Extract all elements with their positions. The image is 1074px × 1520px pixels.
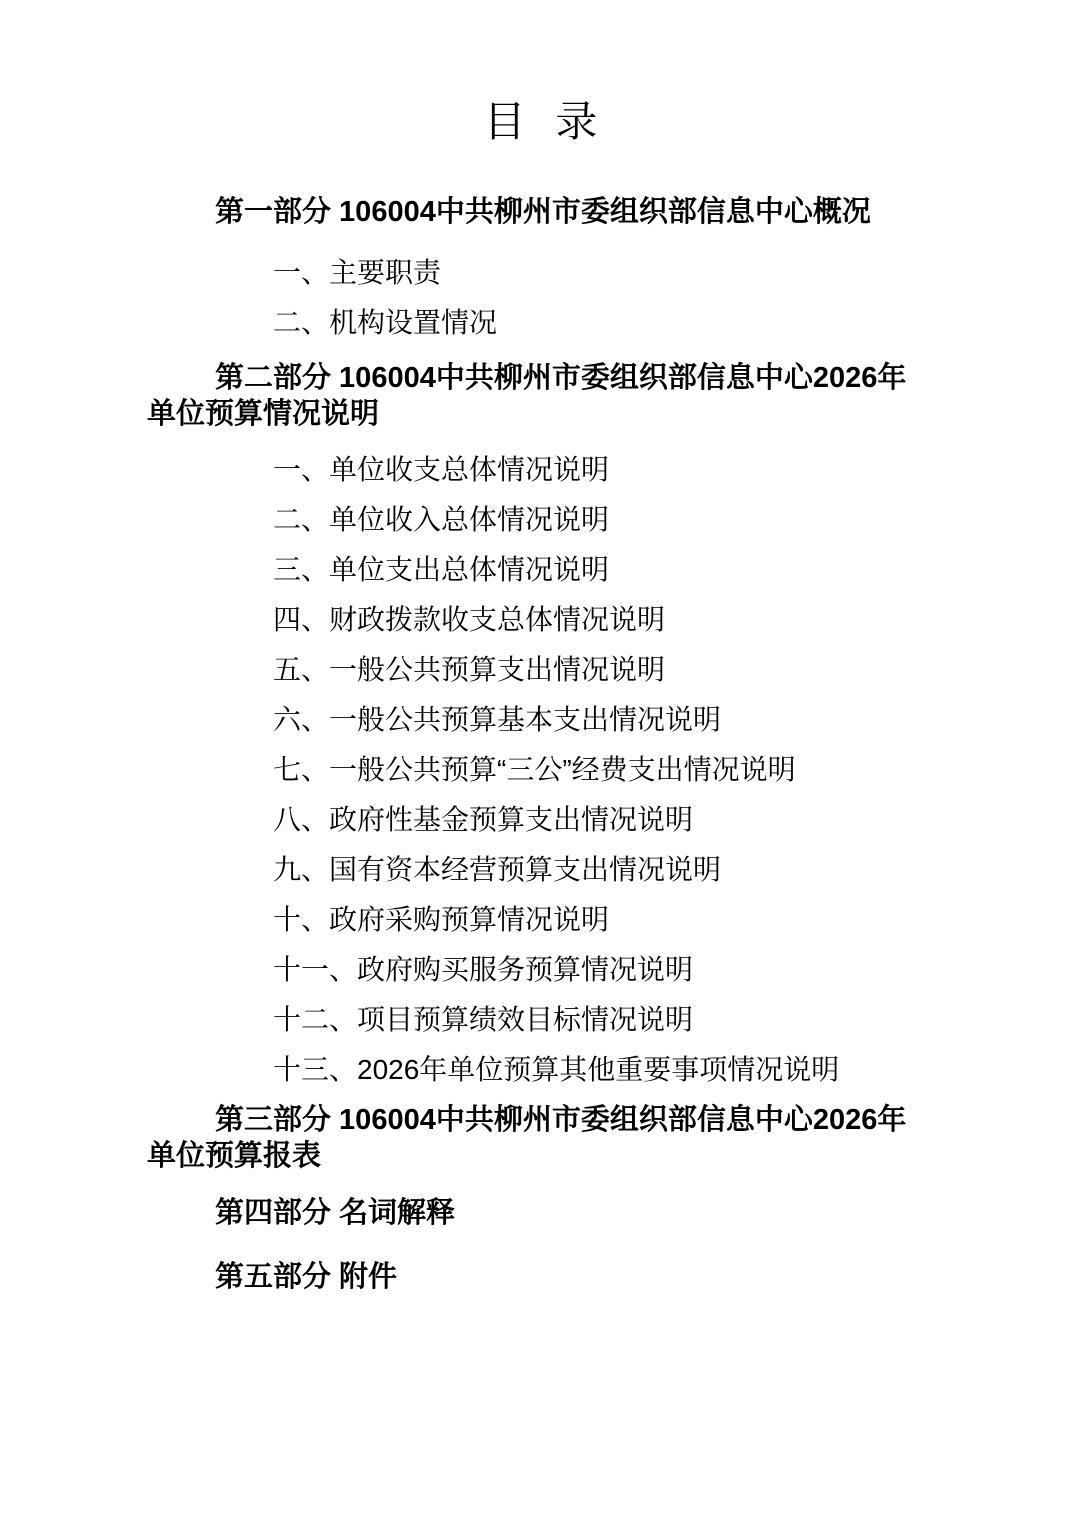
- part-4-heading: 第四部分 名词解释: [215, 1197, 456, 1229]
- part-3-heading: 第三部分 106004中共柳州市委组织部信息中心2026年单位预算报表: [147, 1104, 907, 1172]
- page-title: 目 录: [483, 98, 598, 145]
- toc-item-2-4: 四、财政拨款收支总体情况说明: [273, 604, 666, 635]
- toc-item-2-11: 十一、政府购买服务预算情况说明: [273, 954, 694, 985]
- toc-item-1-2: 二、机构设置情况: [273, 307, 498, 338]
- part-1-items: [147, 248, 934, 348]
- toc-item-1-1: 一、主要职责: [273, 257, 442, 288]
- toc-item-2-8: 八、政府性基金预算支出情况说明: [273, 804, 694, 835]
- part-5-heading: 第五部分 附件: [215, 1261, 398, 1293]
- part-2-items: [147, 445, 934, 1095]
- toc-item-2-7: 七、一般公共预算“三公”经费支出情况说明: [273, 754, 796, 785]
- toc-item-2-13: 十三、2026年单位预算其他重要事项情况说明: [273, 1054, 840, 1085]
- toc-item-2-6: 六、一般公共预算基本支出情况说明: [273, 704, 722, 735]
- toc-item-2-2: 二、单位收入总体情况说明: [273, 504, 610, 535]
- toc-item-2-5: 五、一般公共预算支出情况说明: [273, 654, 666, 685]
- part-1-heading: 第一部分 106004中共柳州市委组织部信息中心概况: [215, 196, 871, 228]
- part-2-heading: 第二部分 106004中共柳州市委组织部信息中心2026年单位预算情况说明: [147, 362, 907, 430]
- toc-item-2-1: 一、单位收支总体情况说明: [273, 454, 610, 485]
- toc-item-2-3: 三、单位支出总体情况说明: [273, 554, 610, 585]
- toc-item-2-12: 十二、项目预算绩效目标情况说明: [273, 1004, 694, 1035]
- toc-item-2-9: 九、国有资本经营预算支出情况说明: [273, 854, 722, 885]
- toc-item-2-10: 十、政府采购预算情况说明: [273, 904, 610, 935]
